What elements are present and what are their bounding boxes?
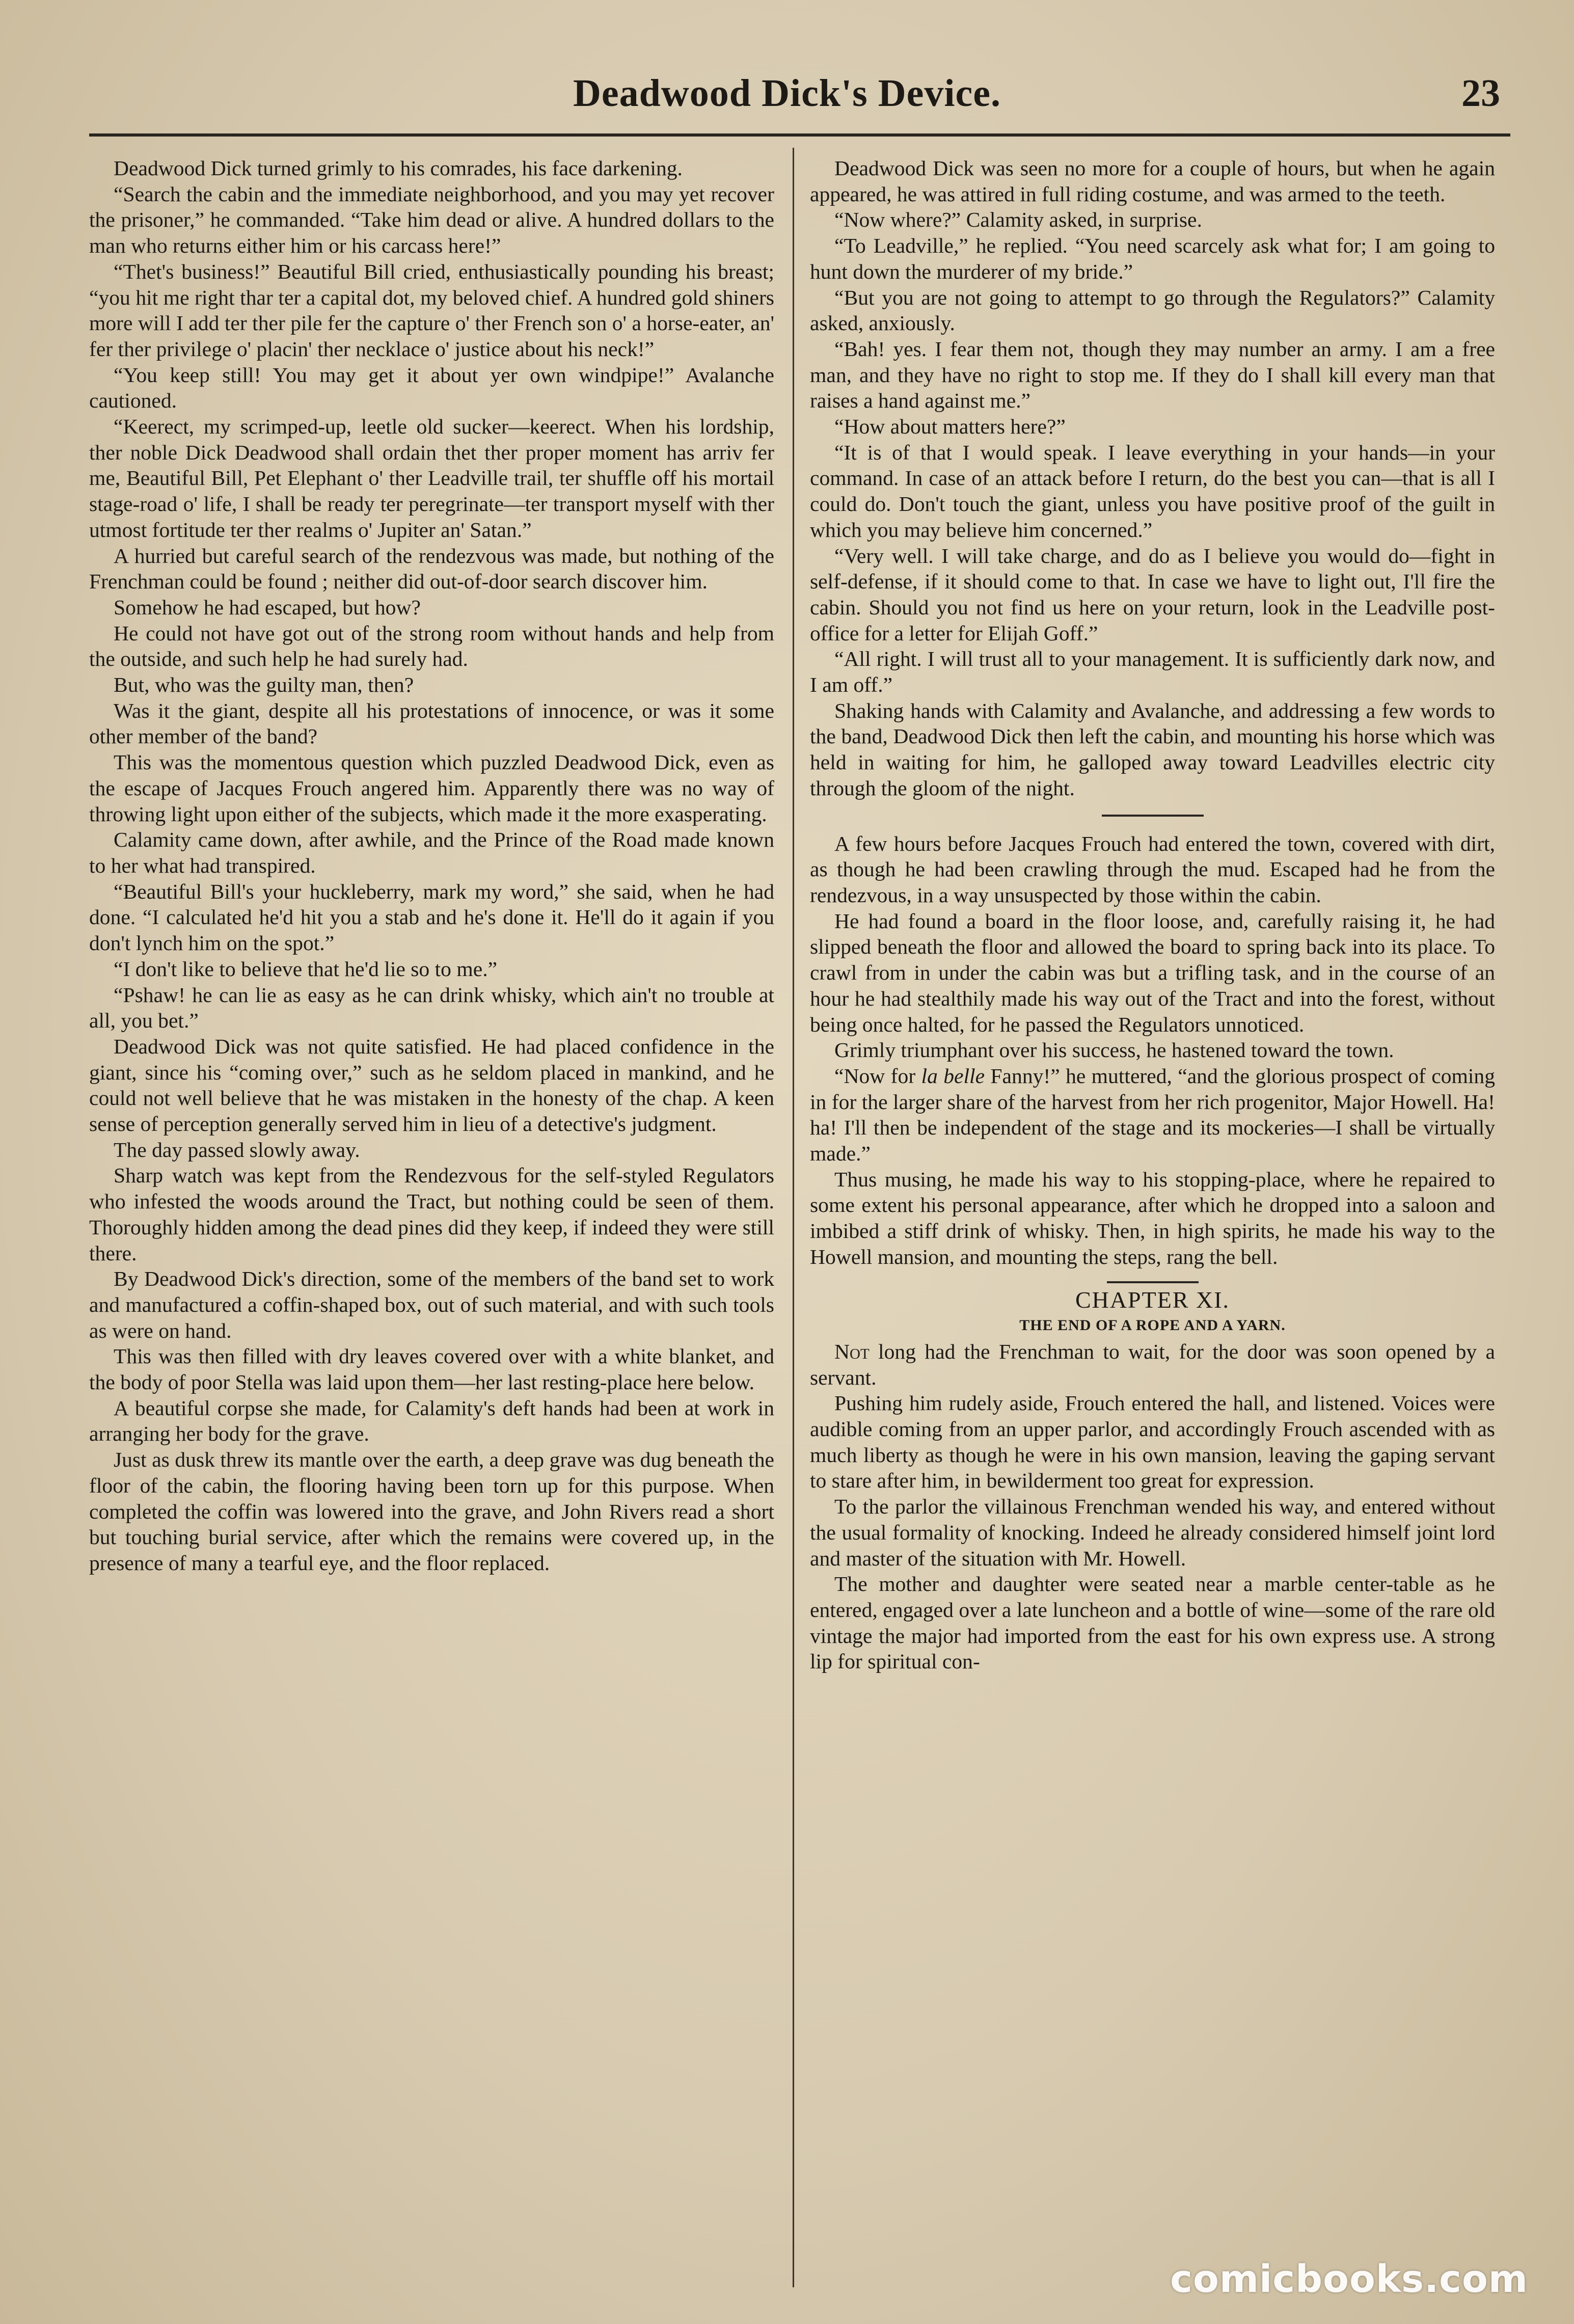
paragraph: This was then filled with dry leaves covered over with a white blanket, and the body of poor Stella was laid upon them—her last resting-place here below. — [89, 1344, 774, 1394]
paragraph: Thus musing, he made his way to his stopping-place, where he repaired to some extent his personal appearance, after which he dropped into a saloon and imbibed a stiff drink of whisky. Then, in high spirits, he made his way to the Howell mansion, and mounting the steps, rang the bell. — [810, 1167, 1495, 1268]
paragraph: But, who was the guilty man, then? — [114, 673, 414, 697]
muttered-paragraph — [810, 1063, 1495, 1167]
quote-italic: la belle — [921, 1064, 985, 1088]
chapter-first-word: Not — [834, 1339, 870, 1363]
paragraph: The day passed slowly away. — [114, 1138, 360, 1161]
paragraph: “It is of that I would speak. I leave everything in your hands—in your command. In case of an attack before I return, do the best you can—that is all I could do. Don't touch the giant, unless you have positive proof of the guilt in which you may believe him concerned.” — [810, 440, 1495, 542]
paragraph: “Bah! yes. I fear them not, though they may number an army. I am a free man, and they have no right to stop me. If they do I shall kill every man that raises a hand against me.” — [810, 337, 1495, 413]
chapter-opening-paragraph — [810, 1339, 1495, 1390]
right-column — [810, 155, 1495, 2269]
paragraph: Deadwood Dick turned grimly to his comrades, his face darkening. — [114, 156, 683, 180]
chapter-divider — [1107, 1281, 1199, 1283]
section-divider — [1102, 815, 1204, 817]
paragraph: “I don't like to believe that he'd lie so to me.” — [114, 957, 498, 981]
paragraph: Deadwood Dick was not quite satisfied. He had placed confidence in the giant, since his “coming over,” such as he seldom placed in mankind, and he could not well believe that he was mistaken in the honesty of the chap. A keen sense of perception generally served him in lieu of a detective's judgment. — [89, 1034, 774, 1136]
quote-before: “Now for — [834, 1064, 921, 1088]
paragraph: Pushing him rudely aside, Frouch entered the hall, and listened. Voices were audible coming from an upper parlor, and accordingly Frouch ascended with as much liberty as though he were in his own mansion, leaving the gaping servant to stare after him, in bewilderment too great for expression. — [810, 1391, 1495, 1493]
paragraph: “Very well. I will take charge, and do as I believe you would do—fight in self-defense, if it should come to that. In case we have to light out, I'll fire the cabin. Should you not find us here on your return, look in the Leadville post-office for a letter for Elijah Goff.” — [810, 544, 1495, 645]
page-number: 23 — [1461, 72, 1500, 115]
paragraph: He could not have got out of the strong room without hands and help from the outside, and such help he had surely had. — [89, 621, 774, 671]
paragraph: “But you are not going to attempt to go through the Regulators?” Calamity asked, anxiously. — [810, 285, 1495, 335]
left-column — [89, 155, 774, 2269]
paragraph: “You keep still! You may get it about yer own windpipe!” Avalanche cautioned. — [89, 363, 774, 413]
paragraph: Just as dusk threw its mantle over the earth, a deep grave was dug beneath the floor of the cabin, the flooring having been torn up for this purpose. When completed the coffin was lowered into the grave, and John Rivers read a short but touching burial service, after which the remains were covered up, in the presence of many a tearful eye, and the floor replaced. — [89, 1448, 774, 1575]
header-rule — [89, 133, 1510, 137]
paragraph: “To Leadville,” he replied. “You need scarcely ask what for; I am going to hunt down the murderer of my bride.” — [810, 234, 1495, 283]
paragraph: “Keerect, my scrimped-up, leetle old sucker—keerect. When his lordship, ther noble Dick Deadwood shall ordain thet ther proper moment has arriv fer me, Beautiful Bill, Pet Elephant o' ther Leadville trail, ter shuffle off his mortail stage-road o' life, I shall be ready ter peregrinate—ter transport myself with ther utmost fortitude ter ther realms o' Jupiter an' Satan.” — [89, 415, 774, 542]
chapter-heading: CHAPTER XI. — [1075, 1286, 1230, 1313]
paragraph: Shaking hands with Calamity and Avalanche, and addressing a few words to the band, Deadwood Dick then left the cabin, and mounting his horse which was held in waiting for him, he galloped away toward Leadvilles electric city through the gloom of the night. — [810, 698, 1495, 800]
watermark: comicbooks.com — [1170, 2257, 1528, 2301]
paragraph: “Beautiful Bill's your huckleberry, mark my word,” she said, when he had done. “I calculated he'd hit you a stab and he's done it. He'll do it again if you don't lynch him on the spot.” — [89, 879, 774, 955]
paragraph: This was the momentous question which puzzled Deadwood Dick, even as the escape of Jacques Frouch angered him. Apparently there was no way of throwing light upon either of the subjects, which made it the more exasperating. — [89, 750, 774, 826]
paragraph: Calamity came down, after awhile, and the Prince of the Road made known to her what had transpired. — [89, 828, 774, 877]
running-title: Deadwood Dick's Device. — [573, 72, 1001, 115]
paragraph: Was it the giant, despite all his protestations of innocence, or was it some other member of the band? — [89, 698, 774, 748]
paragraph: A hurried but careful search of the rendezvous was made, but nothing of the Frenchman could be found ; neither did out-of-door search discover him. — [89, 544, 774, 593]
paragraph: Deadwood Dick was seen no more for a couple of hours, but when he again appeared, he was attired in full riding costume, and was armed to the teeth. — [810, 156, 1495, 206]
paragraph: By Deadwood Dick's direction, some of the members of the band set to work and manufactured a coffin-shaped box, out of such material, and with such tools as were on hand. — [89, 1267, 774, 1342]
paragraph: “Now where?” Calamity asked, in surprise. — [834, 208, 1202, 232]
paragraph: A beautiful corpse she made, for Calamity's deft hands had been at work in arranging her body for the grave. — [89, 1396, 774, 1446]
paragraph: “Pshaw! he can lie as easy as he can drink whisky, which ain't no trouble at all, you bet.” — [89, 983, 774, 1033]
paragraph: Sharp watch was kept from the Rendezvous for the self-styled Regulators who infested the woods around the Tract, but nothing could be seen of them. Thoroughly hidden among the dead pines did they keep, if indeed they were still there. — [89, 1164, 774, 1265]
paragraph: “How about matters here?” — [834, 415, 1066, 439]
column-divider — [793, 148, 794, 2287]
chapter-first-paragraph-rest: long had the Frenchman to wait, for the door was soon opened by a servant. — [810, 1339, 1495, 1389]
paragraph: “Thet's business!” Beautiful Bill cried, enthusiastically pounding his breast; “you hit me right thar ter a capital dot, my beloved chief. A hundred gold shiners more will I add ter ther pile fer the capture o' ther French son o' a horse-eater, an' fer ther privilege o' placin' ther necklace o' justice about his neck!” — [89, 259, 774, 361]
paragraph: He had found a board in the floor loose, and, carefully raising it, he had slipped beneath the floor and allowed the board to spring back into its place. To crawl from in under the cabin was but a trifling task, and in the course of an hour he had stealthily made his way out of the Tract and into the forest, without being once halted, for he passed the Regulators unnoticed. — [810, 909, 1495, 1036]
paragraph: Grimly triumphant over his success, he hastened toward the town. — [834, 1038, 1394, 1062]
paragraph: The mother and daughter were seated near a marble center-table as he entered, engaged over a late luncheon and a bottle of wine—some of the rare old vintage the major had imported from the east for his own express use. A strong lip for spiritual con- — [810, 1572, 1495, 1673]
quote-after: Fanny!” he muttered, “and the glorious prospect of coming in for the larger share of the harvest from her rich progenitor, Major Howell. Ha! ha! I'll then be independent of the stage and its mockeries—I shall be virtually made.” — [810, 1064, 1495, 1166]
paragraph: “All right. I will trust all to your management. It is sufficiently dark now, and I am off.” — [810, 647, 1495, 697]
paragraph: “Search the cabin and the immediate neighborhood, and you may yet recover the prisoner,” he commanded. “Take him dead or alive. A hundred dollars to the man who returns either him or his carcass here!” — [89, 182, 774, 258]
paragraph: To the parlor the villainous Frenchman wended his way, and entered without the usual formality of knocking. Indeed he already considered himself joint lord and master of the situation with Mr. Howell. — [810, 1495, 1495, 1570]
paragraph: A few hours before Jacques Frouch had entered the town, covered with dirt, as though he had been crawling through the mud. Escaped had he from the rendezvous, in a way unsuspected by those within the cabin. — [810, 831, 1495, 907]
chapter-subtitle: THE END OF A ROPE AND A YARN. — [1019, 1317, 1286, 1334]
paragraph: Somehow he had escaped, but how? — [114, 595, 421, 619]
